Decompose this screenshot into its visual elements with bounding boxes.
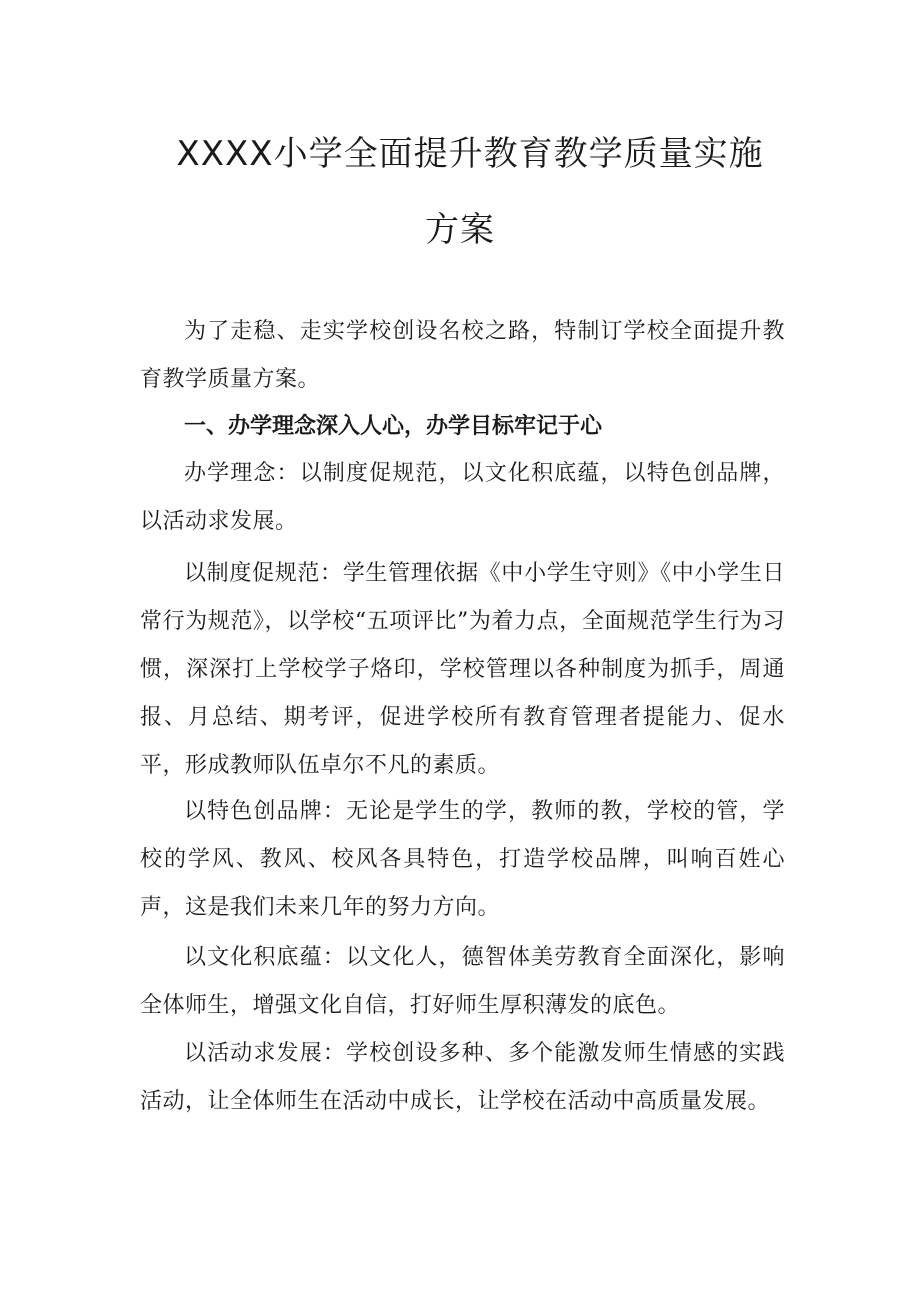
philosophy-paragraph: 办学理念：以制度促规范，以文化积底蕴，以特色创品牌，以活动求发展。 [140,461,785,534]
document-title-line-1: XXXX小学全面提升教育教学质量实施 [176,134,764,174]
feature-paragraph: 以特色创品牌：无论是学生的学，教师的教，学校的管，学校的学风、教风、校风各具特色，打造学校品牌，叫响百姓心声，这是我们未来几年的努力方向。 [140,799,785,920]
activity-paragraph: 以活动求发展：学校创设多种、多个能激发师生情感的实践活动，让全体师生在活动中成长，让学校在活动中高质量发展。 [140,1041,785,1114]
system-paragraph: 以制度促规范：学生管理依据《中小学生守则》《中小学生日常行为规范》，以学校“五项评比”为着力点，全面规范学生行为习惯，深深打上学校学子烙印，学校管理以各种制度为抓手，周通报、月总结、期考评，促进学校所有教育管理者提能力、促水平，形成教师队伍卓尔不凡的素质。 [140,561,785,778]
culture-paragraph: 以文化积底蕴：以文化人，德智体美劳教育全面深化，影响全体师生，增强文化自信，打好师生厚积薄发的底色。 [140,945,785,1018]
section-heading-1: 一、办学理念深入人心，办学目标牢记于心 [184,414,603,439]
intro-paragraph: 为了走稳、走实学校创设名校之路，特制订学校全面提升教育教学质量方案。 [140,319,785,392]
document-title-line-2: 方案 [425,210,495,250]
